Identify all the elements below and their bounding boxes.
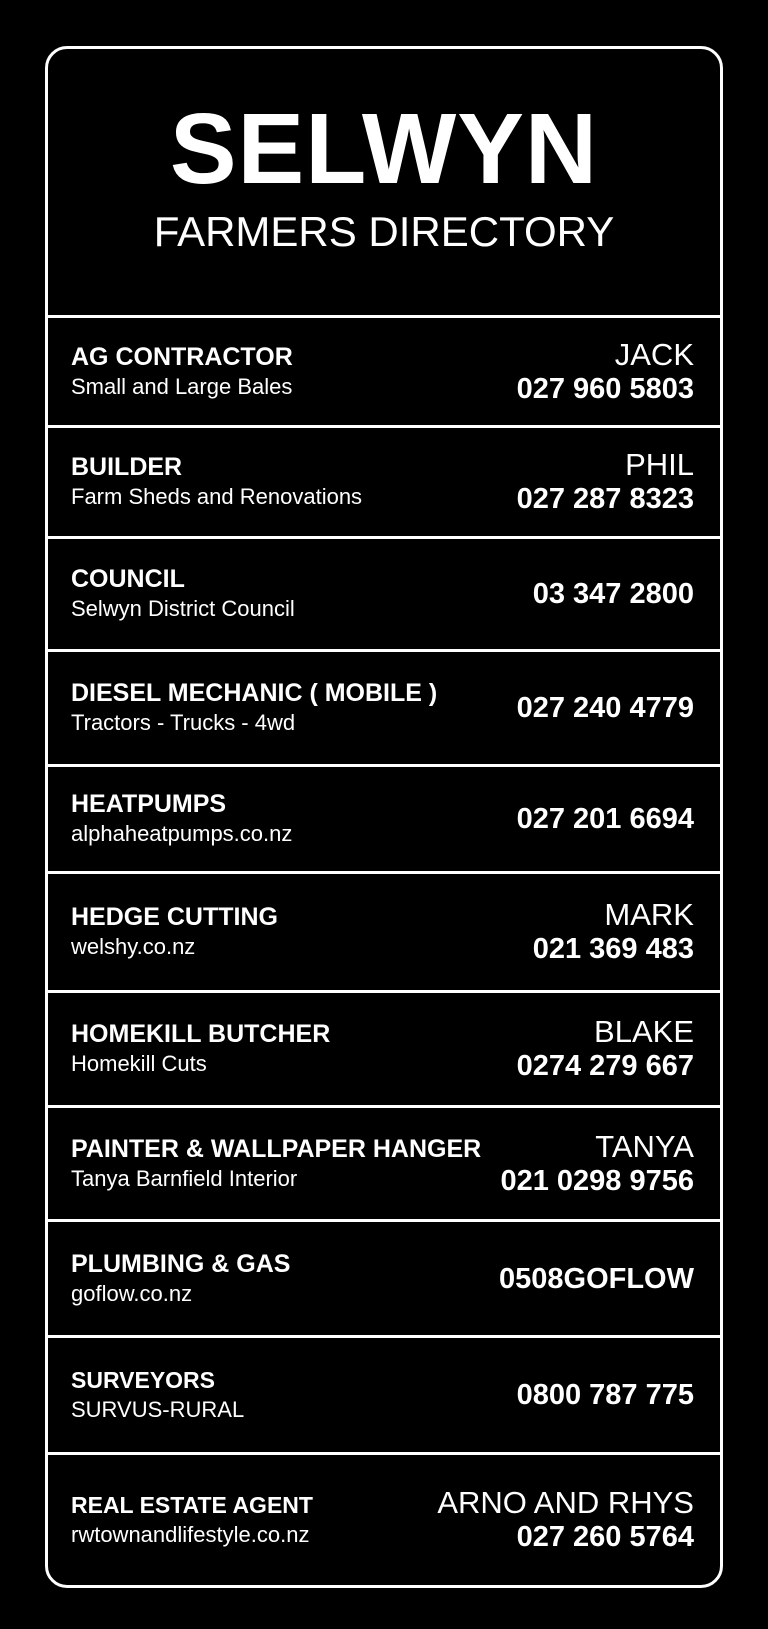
phone-number[interactable]: 021 0298 9756 — [500, 1164, 694, 1197]
phone-number[interactable]: 027 960 5803 — [516, 372, 694, 405]
listing-description: alphaheatpumps.co.nz — [71, 821, 293, 846]
listing-row-homekill-butcher — [48, 993, 720, 1108]
phone-number[interactable]: 0508GOFLOW — [499, 1262, 694, 1295]
contact-name: JACK — [614, 336, 694, 372]
listing-description: Homekill Cuts — [71, 1051, 207, 1076]
listing-row-hedge-cutting — [48, 874, 720, 993]
listing-description: rwtownandlifestyle.co.nz — [71, 1522, 310, 1547]
listing-category: HEDGE CUTTING — [71, 903, 278, 931]
phone-number[interactable]: 021 369 483 — [532, 933, 694, 965]
listing-description: goflow.co.nz — [71, 1280, 193, 1306]
listing-category: PLUMBING & GAS — [71, 1249, 291, 1278]
listing-category: BUILDER — [71, 453, 183, 481]
listing-description: Tanya Barnfield Interior — [71, 1165, 298, 1191]
listing-category: REAL ESTATE AGENT — [71, 1492, 313, 1518]
listing-list — [48, 318, 720, 1585]
listing-description: Small and Large Bales — [71, 373, 293, 399]
listing-category: COUNCIL — [71, 565, 185, 593]
listing-category: AG CONTRACTOR — [71, 342, 293, 371]
brand-title: SELWYN — [169, 93, 599, 205]
phone-number[interactable]: 027 287 8323 — [516, 483, 694, 515]
listing-category: HOMEKILL BUTCHER — [71, 1020, 331, 1048]
contact-name: ARNO AND RHYS — [437, 1485, 694, 1520]
listing-category: SURVEYORS — [71, 1367, 216, 1393]
listing-description: Selwyn District Council — [71, 596, 295, 621]
listing-category: HEATPUMPS — [71, 790, 227, 818]
phone-number[interactable]: 0274 279 667 — [516, 1050, 694, 1082]
phone-number[interactable]: 027 240 4779 — [516, 692, 694, 724]
listing-category: DIESEL MECHANIC ( MOBILE ) — [71, 679, 438, 707]
listing-description: Farm Sheds and Renovations — [71, 484, 363, 509]
phone-number[interactable]: 027 260 5764 — [516, 1521, 694, 1553]
listing-description: SURVUS-RURAL — [71, 1397, 245, 1422]
contact-name: BLAKE — [594, 1014, 694, 1049]
directory-card — [45, 46, 723, 1588]
listing-row-painter — [48, 1108, 720, 1222]
listing-row-surveyors — [48, 1338, 720, 1455]
contact-name: TANYA — [595, 1128, 694, 1164]
directory-header — [48, 49, 720, 318]
listing-description: Tractors - Trucks - 4wd — [71, 710, 296, 735]
listing-row-heatpumps — [48, 767, 720, 874]
phone-number[interactable]: 03 347 2800 — [532, 578, 694, 610]
listing-row-plumbing-gas — [48, 1222, 720, 1338]
listing-description: welshy.co.nz — [71, 934, 196, 959]
contact-name: PHIL — [625, 447, 694, 482]
phone-number[interactable]: 027 201 6694 — [516, 803, 694, 835]
listing-row-council — [48, 539, 720, 652]
listing-row-builder — [48, 428, 720, 539]
listing-category: PAINTER & WALLPAPER HANGER — [71, 1134, 482, 1163]
contact-name: MARK — [604, 897, 694, 932]
directory-subtitle: FARMERS DIRECTORY — [153, 208, 615, 255]
listing-row-diesel-mechanic — [48, 652, 720, 767]
listing-row-ag-contractor — [48, 318, 720, 428]
listing-row-real-estate-agent — [48, 1455, 720, 1585]
phone-number[interactable]: 0800 787 775 — [516, 1379, 694, 1411]
